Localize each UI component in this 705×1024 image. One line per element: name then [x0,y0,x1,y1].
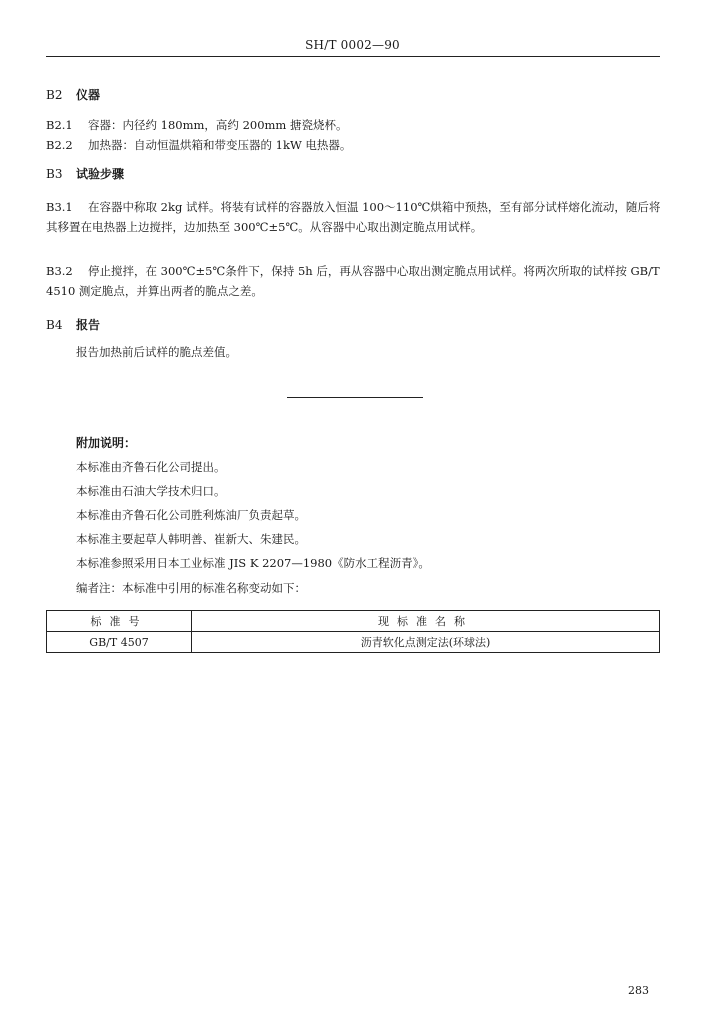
clause-text: 在容器中称取 2kg 试样。将装有试样的容器放入恒温 100～110℃烘箱中预热，至有部分试样熔化流动，随后将其移置在电热器上边搅拌，边加热至 300℃±5℃。从容器中心取出测定脆点用试样。 [46,200,661,234]
clause-text: 加热器：自动恒温烘箱和带变压器的 1kW 电热器。 [88,138,352,152]
section-divider [287,397,423,398]
header-rule [46,56,660,57]
section-b4-heading [46,316,100,333]
section-number: B3 [46,167,63,181]
clause-b3-2 [46,261,662,301]
standard-name-cell: 沥青软化点测定法(环球法) [192,632,660,653]
page-number: 283 [628,984,649,997]
section-b2-heading [46,86,100,103]
section-title: 试验步骤 [76,167,125,181]
column-header: 标准号 [47,611,192,632]
section-b3-heading [46,165,124,182]
clause-number: B3.2 [46,264,73,278]
section-title: 报告 [76,318,101,332]
clause-text: 停止搅拌，在 300℃±5℃条件下，保持 5h 后，再从容器中心取出测定脆点用试样。将两次所取的试样按 GB/T 4510 测定脆点，并算出两者的脆点之差。 [46,264,660,298]
header-standard-code: SH/T 0002—90 [305,38,400,52]
clause-number: B2.1 [46,118,73,132]
clause-b2-1 [46,115,662,135]
table-header-row [47,611,660,632]
section-number: B4 [46,318,63,332]
clause-text: 容器：内径约 180mm，高约 200mm 搪瓷烧杯。 [88,118,348,132]
clause-b3-1 [46,197,662,237]
table-row [47,632,660,653]
notes-list [76,455,430,575]
reference-table [46,610,660,653]
editor-note: 编者注：本标准中引用的标准名称变动如下： [76,581,306,595]
standard-number-cell: GB/T 4507 [47,632,192,653]
clause-number: B3.1 [46,200,73,214]
notes-title: 附加说明： [76,436,137,450]
clause-number: B2.2 [46,138,73,152]
note-line: 本标准由齐鲁石化公司提出。 [76,460,226,474]
clause-b2-2 [46,135,662,155]
note-line: 本标准参照采用日本工业标准 JIS K 2207—1980《防水工程沥青》。 [76,556,430,570]
report-text: 报告加热前后试样的脆点差值。 [76,345,237,359]
note-line: 本标准由石油大学技术归口。 [76,484,226,498]
section-number: B2 [46,88,63,102]
note-line: 本标准主要起草人韩明善、崔新大、朱建民。 [76,532,306,546]
column-header: 现标准名称 [192,611,660,632]
section-title: 仪器 [76,88,101,102]
note-line: 本标准由齐鲁石化公司胜利炼油厂负责起草。 [76,508,306,522]
